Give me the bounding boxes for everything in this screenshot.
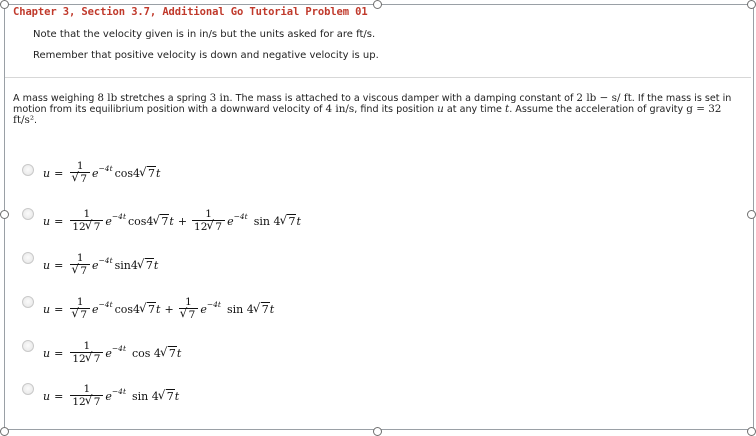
choice-radio[interactable] <box>22 340 34 352</box>
coefficient <box>70 383 103 409</box>
exp-base: e <box>92 166 99 180</box>
coefficient <box>179 296 199 322</box>
sqrt <box>72 309 88 322</box>
numerator: 1 <box>83 340 91 352</box>
coefficient <box>70 160 90 186</box>
numerator: 1 <box>185 296 192 308</box>
stretch-value: 3 in <box>209 92 230 104</box>
plus-sign: + <box>164 302 174 316</box>
coefficient <box>70 296 90 322</box>
sqrt <box>72 265 88 278</box>
choice-expression <box>43 296 274 322</box>
sqrt <box>280 215 296 228</box>
denominator-factor: 12 <box>194 221 208 233</box>
radicand: 7 <box>80 309 87 321</box>
exp-base: e <box>200 302 207 316</box>
equals-sign: = <box>54 389 64 403</box>
u-symbol: u <box>43 166 51 180</box>
choice-expression <box>43 340 181 366</box>
problem-text: . Assume the acceleration of gravity <box>509 104 687 115</box>
resize-handle-right[interactable] <box>747 210 756 219</box>
radicand: 7 <box>261 302 269 316</box>
equals-sign: = <box>54 302 64 316</box>
resize-handle-top[interactable] <box>373 0 382 9</box>
exponent: −4t <box>233 211 248 221</box>
exponent: −4t <box>111 386 126 396</box>
choice-expression <box>43 252 158 278</box>
sqrt <box>72 173 88 186</box>
exponent: −4t <box>98 255 113 265</box>
numerator: 1 <box>76 160 84 172</box>
gravity-value: g = 32 ft/s² <box>13 103 722 126</box>
resize-handle-top-right[interactable] <box>747 0 756 9</box>
exp-base: e <box>105 346 112 360</box>
u-symbol: u <box>43 258 51 272</box>
sqrt <box>86 396 102 409</box>
u-symbol: u <box>43 389 51 403</box>
sqrt <box>207 221 223 234</box>
u-symbol: u <box>43 346 51 360</box>
sqrt <box>140 303 156 316</box>
radicand: 7 <box>288 214 296 228</box>
exp-base: e <box>92 258 99 272</box>
trig-function: sin 4 <box>253 214 281 228</box>
denominator <box>70 352 103 366</box>
numerator: 1 <box>76 296 84 308</box>
denominator-factor: 12 <box>72 353 86 365</box>
trig-function: sin4 <box>114 258 138 272</box>
denominator <box>70 220 103 234</box>
units-note: Note that the velocity given is in in/s but the units asked for are ft/s. <box>33 29 376 40</box>
u-symbol: u <box>43 302 51 316</box>
radicand: 7 <box>168 346 176 360</box>
exponent: −4t <box>98 163 113 173</box>
radicand: 7 <box>93 396 101 408</box>
choice-radio[interactable] <box>22 252 34 264</box>
sqrt <box>153 215 169 228</box>
problem-text: at any time <box>443 104 506 115</box>
radicand: 7 <box>148 166 156 180</box>
radicand: 7 <box>188 309 196 321</box>
plus-sign: + <box>177 214 188 228</box>
problem-text: stretches a spring <box>117 93 210 104</box>
t-symbol: t <box>156 302 161 316</box>
t-symbol: t <box>176 346 182 360</box>
radicand: 7 <box>93 221 101 233</box>
numerator: 1 <box>83 208 91 220</box>
exponent: −4t <box>111 343 126 353</box>
sqrt <box>161 347 177 360</box>
radicand: 7 <box>215 221 223 233</box>
trig-function: sin 4 <box>131 389 159 403</box>
denominator <box>179 308 199 322</box>
choice-radio[interactable] <box>22 296 34 308</box>
mass-value: 8 lb <box>97 92 118 104</box>
denominator-factor: 12 <box>72 396 86 408</box>
sqrt <box>159 390 175 403</box>
coefficient <box>70 208 103 234</box>
numerator: 1 <box>83 383 91 395</box>
sqrt <box>254 303 270 316</box>
resize-handle-bottom-left[interactable] <box>0 427 9 436</box>
time-variable: t <box>505 103 510 115</box>
radicand: 7 <box>148 302 156 316</box>
exp-base: e <box>92 302 99 316</box>
equals-sign: = <box>54 214 64 228</box>
resize-handle-left[interactable] <box>0 210 9 219</box>
problem-title: Chapter 3, Section 3.7, Additional Go Tutorial Problem 01 <box>13 6 368 18</box>
choice-radio[interactable] <box>22 164 34 176</box>
t-symbol: t <box>174 389 180 403</box>
sqrt <box>140 167 156 180</box>
problem-text: . <box>34 115 38 126</box>
radicand: 7 <box>80 265 87 277</box>
equals-sign: = <box>54 346 64 360</box>
sign-note: Remember that positive velocity is down and negative velocity is up. <box>33 50 379 61</box>
exp-base: e <box>227 214 234 228</box>
coefficient <box>192 208 225 234</box>
problem-text: . The mass is attached to a viscous damper with a damping constant of <box>229 93 577 104</box>
sqrt <box>138 259 154 272</box>
problem-text: A mass weighing <box>13 93 98 104</box>
choice-expression <box>43 208 301 234</box>
t-symbol: t <box>269 302 275 316</box>
exponent: −4t <box>111 211 126 221</box>
denominator <box>70 264 90 278</box>
resize-handle-top-left[interactable] <box>0 0 9 9</box>
coefficient <box>70 252 90 278</box>
t-symbol: t <box>156 166 161 180</box>
t-symbol: t <box>169 214 174 228</box>
choice-expression <box>43 383 179 409</box>
denominator-factor: 12 <box>72 221 86 233</box>
trig-function: cos4 <box>114 302 141 316</box>
exp-base: e <box>105 214 112 228</box>
numerator: 1 <box>205 208 212 220</box>
trig-function: cos4 <box>127 214 154 228</box>
choice-radio[interactable] <box>22 383 34 395</box>
sqrt <box>86 221 102 234</box>
resize-handle-bottom[interactable] <box>373 427 382 436</box>
choice-expression <box>43 160 160 186</box>
denominator <box>192 220 225 234</box>
radicand: 7 <box>161 214 169 228</box>
radicand: 7 <box>145 258 153 272</box>
t-symbol: t <box>296 214 301 228</box>
radicand: 7 <box>93 353 101 365</box>
exponent: −4t <box>98 299 113 309</box>
coefficient <box>70 340 103 366</box>
radicand: 7 <box>80 173 87 185</box>
divider <box>5 77 751 78</box>
trig-function: cos 4 <box>131 346 161 360</box>
equals-sign: = <box>54 166 64 180</box>
sqrt <box>181 309 197 322</box>
denominator <box>70 172 90 186</box>
problem-text: . If the mass is set in motion from its equilibrium position with a downward velocity of <box>13 93 732 115</box>
numerator: 1 <box>76 252 84 264</box>
exp-base: e <box>105 389 112 403</box>
choice-radio[interactable] <box>22 208 34 220</box>
denominator <box>70 395 103 409</box>
radicand: 7 <box>166 389 174 403</box>
sqrt <box>86 353 102 366</box>
trig-function: sin 4 <box>226 302 254 316</box>
equals-sign: = <box>54 258 64 272</box>
denominator <box>70 308 90 322</box>
u-symbol: u <box>43 214 51 228</box>
position-variable: u <box>437 103 444 115</box>
trig-function: cos4 <box>114 166 141 180</box>
velocity-value: 4 in/s <box>325 103 355 115</box>
exponent: −4t <box>206 299 221 309</box>
problem-text: , find its position <box>354 104 438 115</box>
resize-handle-bottom-right[interactable] <box>747 427 756 436</box>
t-symbol: t <box>153 258 159 272</box>
damping-value: 2 lb − s/ ft <box>576 92 632 104</box>
problem-statement <box>13 93 748 126</box>
